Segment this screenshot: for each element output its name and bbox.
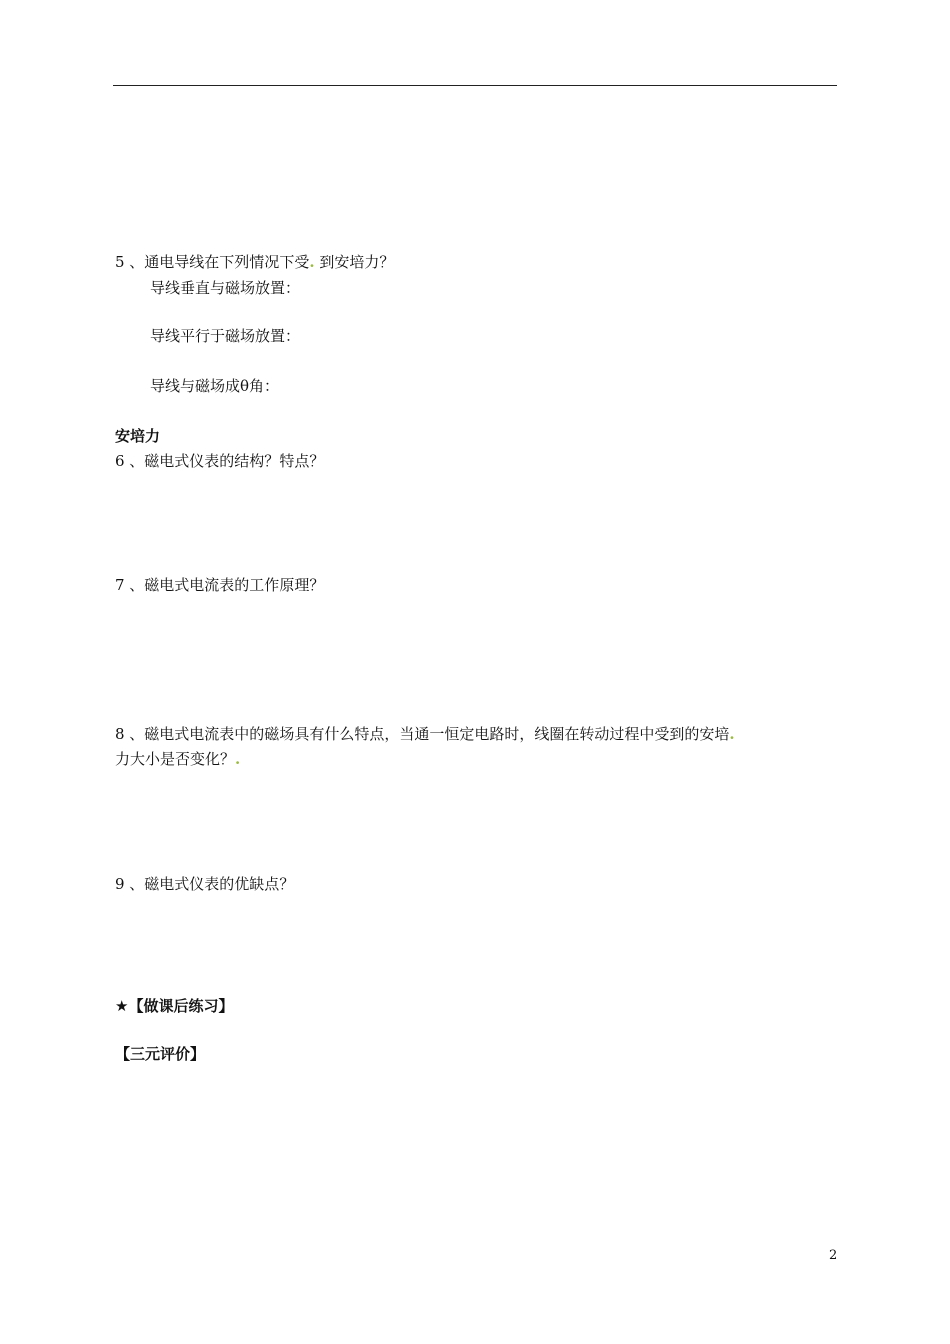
- page-number: 2: [829, 1248, 838, 1263]
- header-rule: [113, 85, 837, 86]
- question-8-line-1-text: 8 、磁电式电流表中的磁场具有什么特点，当通一恒定电路时，线圈在转动过程中受到的安培: [115, 725, 730, 743]
- question-5-title: [115, 252, 394, 272]
- question-9: 9 、磁电式仪表的优缺点？: [115, 875, 295, 893]
- question-5-sub-angle: 导线与磁场成θ角：: [150, 377, 280, 395]
- question-5-title-part-b: 到安培力？: [314, 253, 395, 271]
- section-heading-ampere: 安培力: [115, 427, 161, 445]
- question-8-line-2: [115, 749, 240, 769]
- question-5-sub-parallel: 导线平行于磁场放置：: [150, 327, 301, 345]
- homework-heading: ★【做课后练习】: [115, 997, 234, 1015]
- question-8-line-1: [115, 724, 735, 744]
- question-6: 6 、磁电式仪表的结构？特点？: [115, 452, 325, 470]
- question-8-line-2-text: 力大小是否变化？: [115, 750, 236, 768]
- question-7: 7 、磁电式电流表的工作原理？: [115, 576, 325, 594]
- question-5-sub-perpendicular: 导线垂直与磁场放置：: [150, 279, 301, 297]
- highlight-mark: .: [729, 725, 735, 743]
- highlight-mark: .: [235, 750, 241, 768]
- evaluation-heading: 【三元评价】: [115, 1045, 206, 1063]
- highlight-mark: .: [309, 253, 315, 271]
- question-5-title-part-a: 5 、通电导线在下列情况下受: [115, 253, 310, 271]
